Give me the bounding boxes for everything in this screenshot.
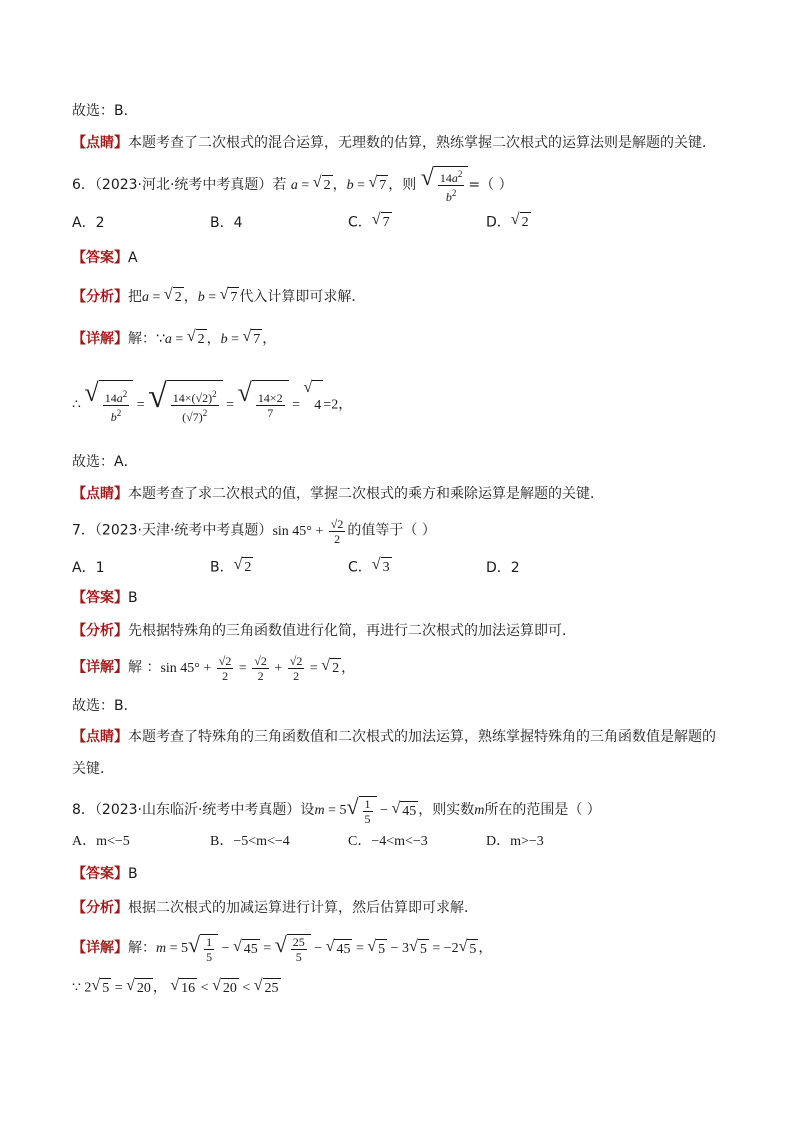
q6-option-a: A．2 xyxy=(72,214,105,231)
review-tag: 【点睛】 xyxy=(72,135,128,151)
q7-expression: sin 45° + $\frac{√2}{2}$ xyxy=(272,517,344,546)
q6-analysis-suffix: 代入计算即可求解． xyxy=(239,289,366,305)
q6-stem-prefix: 6．（2023·河北·统考中考真题）若 xyxy=(72,177,287,193)
q8-analysis xyxy=(72,898,724,918)
q8-estimate: ∵ 2 √ 5 = √ 20 ， √ 16 < √ 20 < √ 25 xyxy=(72,978,724,999)
q8-answer xyxy=(72,864,724,884)
q8-expression: m = 5 √ $\frac{1}{5}$ − √ 45 xyxy=(314,794,417,826)
q6-derivation: ∴ √ $\frac{14a^2}{b^2}$ = √ $\frac{14\times(√2)^2}{(√7)^2}$ = √ $\frac{14\times 2}{7}$ = √ 4 =2， xyxy=(72,380,724,430)
q8-stem: 8．（2023·山东临沂·统考中考真题）设m = 5 √ $\frac{1}{5}$ − √ 45 ，则实数m所在的范围是（ ） xyxy=(72,794,601,826)
q7-choose: 故选：B． xyxy=(72,698,138,714)
q8-option-c: C．−4<m<−3 xyxy=(348,834,428,849)
q6-options xyxy=(72,212,724,233)
q7-analysis xyxy=(72,621,724,641)
q6-detail: 【详解】解：∵a = √ 2 ，b = √ 7 ， xyxy=(72,329,724,350)
q8-option-b: B．−5<m<−4 xyxy=(210,834,290,849)
detail-tag: 【详解】 xyxy=(72,659,128,676)
analysis-tag: 【分析】 xyxy=(72,900,128,916)
q7-answer xyxy=(72,588,724,608)
q6-option-c: C． √ 7 xyxy=(348,212,486,233)
q6-stem-mid: ，则 xyxy=(388,177,417,193)
review-tag: 【点睛】 xyxy=(72,486,128,502)
q8-options xyxy=(72,832,724,852)
answer-tag: 【答案】 xyxy=(72,590,128,606)
q6-analysis: 【分析】把a = √ 2 ，b = √ 7 代入计算即可求解． xyxy=(72,287,724,308)
q5-review xyxy=(72,133,724,153)
q5-review-text: 本题考查了二次根式的混合运算，无理数的估算，熟练掌握二次根式的运算法则是解题的关键． xyxy=(128,135,716,151)
q7-stem-prefix: 7．（2023·天津·统考中考真题） xyxy=(72,522,273,539)
q7-stem-suffix: 的值等于（ ） xyxy=(347,522,436,539)
q7-review xyxy=(72,727,724,747)
q8-analysis-text: 根据二次根式的加减运算进行计算，然后估算即可求解． xyxy=(128,900,478,916)
q7-review-cont: 关键． xyxy=(72,761,114,777)
analysis-tag: 【分析】 xyxy=(72,623,128,639)
q6-detail-prefix: 解：∵ xyxy=(128,331,165,347)
q6-review xyxy=(72,484,724,504)
answer-tag: 【答案】 xyxy=(72,250,128,266)
q7-option-c: C． √ 3 xyxy=(348,557,486,578)
q8-option-d: D．m>−3 xyxy=(486,834,544,849)
q7-detail-prefix: 解 ： xyxy=(128,659,161,676)
q7-analysis-text: 先根据特殊角的三角函数值进行化简，再进行二次根式的加法运算即可． xyxy=(128,623,576,639)
q6-stem xyxy=(72,166,724,204)
detail-tag: 【详解】 xyxy=(72,331,128,347)
q6-answer-value: A xyxy=(128,250,138,266)
q8-answer-value: B xyxy=(128,866,138,882)
detail-tag: 【详解】 xyxy=(72,940,128,957)
q6-stem-suffix: =（ ） xyxy=(468,177,513,193)
q8-stem-suffix: ，则实数 xyxy=(418,802,475,819)
q6-expression: √ $\frac{14a^2}{b^2}$ xyxy=(421,166,469,204)
q8-stem-end: 所在的范围是（ ） xyxy=(484,802,601,819)
q6-option-b: B．4 xyxy=(210,214,243,231)
q6-option-d: D． √ 2 xyxy=(486,212,624,233)
q8-option-a: A．m<−5 xyxy=(72,834,130,849)
answer-tag: 【答案】 xyxy=(72,866,128,882)
q7-review-text: 本题考查了特殊角的三角函数值和二次根式的加法运算，熟练掌握特殊角的三角函数值是解题的 xyxy=(128,729,716,745)
q7-options xyxy=(72,557,724,578)
q7-stem xyxy=(72,517,724,546)
review-tag: 【点睛】 xyxy=(72,729,128,745)
q6-review-text: 本题考查了求二次根式的值，掌握二次根式的乘方和乘除运算是解题的关键． xyxy=(128,486,604,502)
q6-answer xyxy=(72,248,724,268)
q8-stem-prefix: 8．（2023·山东临沂·统考中考真题）设 xyxy=(72,802,315,819)
q8-detail: 【详解】解：m = 5 √ $\frac{1}{5}$ − √ 45 = √ $\frac{25}{5}$ − √ 45 = √ 5 − 3 √ 5 = −2 √ 5 ， xyxy=(72,932,493,964)
analysis-tag: 【分析】 xyxy=(72,289,128,305)
q7-option-b: B． √ 2 xyxy=(210,557,348,578)
q7-option-d: D．2 xyxy=(486,559,520,576)
q8-detail-prefix: 解： xyxy=(128,940,156,957)
q5-choose: 故选：B． xyxy=(72,103,138,119)
q7-answer-value: B xyxy=(128,590,138,606)
q6-analysis-prefix: 把 xyxy=(128,289,142,305)
q7-option-a: A．1 xyxy=(72,559,105,576)
q6-choose: 故选：A． xyxy=(72,454,138,470)
q6-condition: a = √ 2 ，b = √ 7 xyxy=(291,178,388,193)
q7-detail: 【详解】解 ：sin 45° + $\frac{√2}{2}$ = $\frac{√2}{2}$ + $\frac{√2}{2}$ = √ 2 ， xyxy=(72,654,356,683)
